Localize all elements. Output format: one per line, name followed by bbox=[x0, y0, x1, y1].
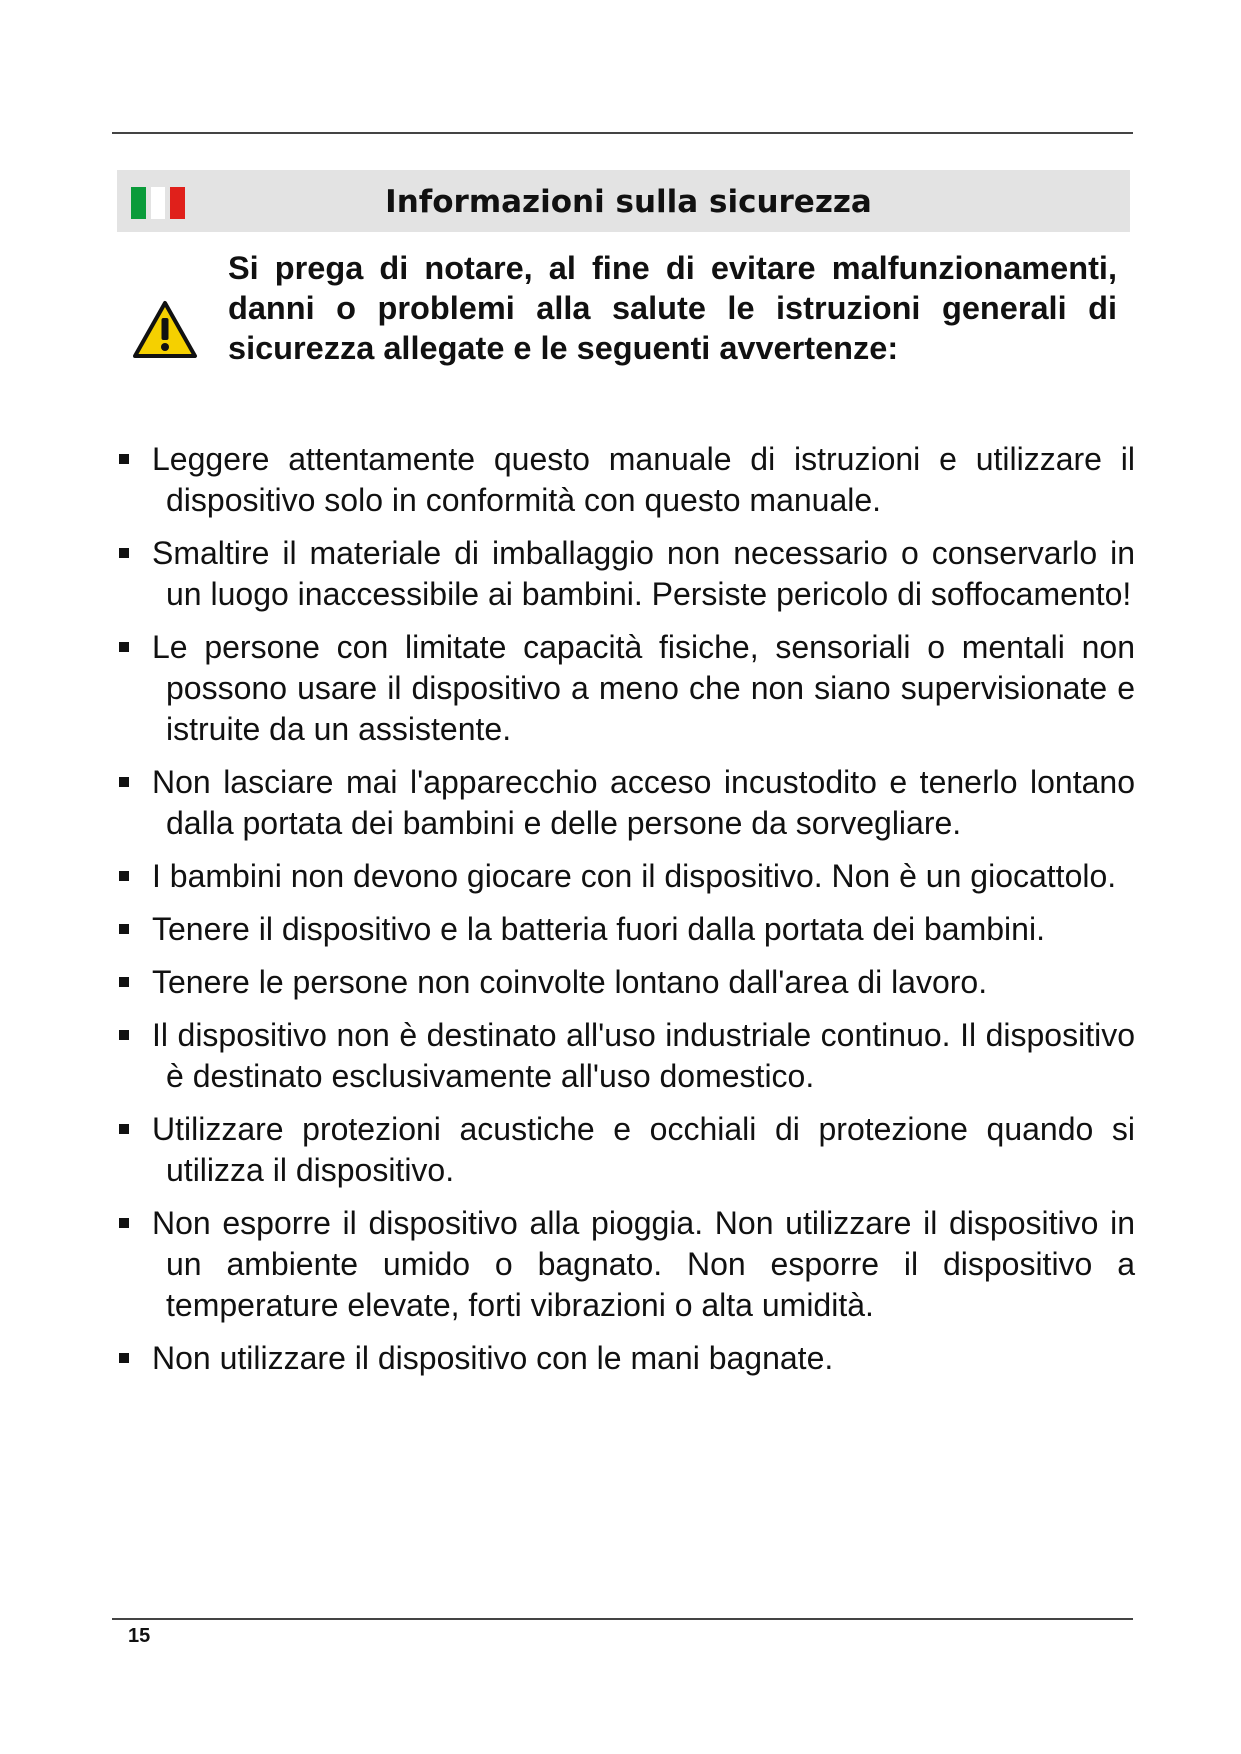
bullet-marker-icon bbox=[119, 1218, 129, 1228]
safety-list-item bbox=[117, 762, 1137, 844]
safety-list-item-text: Tenere il dispositivo e la batteria fuori dalla portata dei bambini. bbox=[152, 911, 1045, 947]
bullet-marker-icon bbox=[119, 454, 129, 464]
bullet-marker-icon bbox=[119, 924, 129, 934]
safety-list-item bbox=[117, 627, 1137, 750]
safety-list-item bbox=[117, 909, 1137, 950]
bullet-marker-icon bbox=[119, 871, 129, 881]
safety-list-item-text: Non esporre il dispositivo alla pioggia. Non utilizzare il dispositivo in un ambiente umido o bagnato. Non esporre il dispositivo a temperature elevate, forti vibrazioni o alta umidità. bbox=[152, 1205, 1135, 1323]
safety-list-item bbox=[117, 1109, 1137, 1191]
warning-triangle-icon bbox=[132, 300, 198, 360]
bullet-marker-icon bbox=[119, 777, 129, 787]
bullet-marker-icon bbox=[119, 548, 129, 558]
safety-list-item-text: Tenere le persone non coinvolte lontano dall'area di lavoro. bbox=[152, 964, 988, 1000]
safety-list-item bbox=[117, 962, 1137, 1003]
safety-list-item bbox=[117, 1015, 1137, 1097]
safety-list-item bbox=[117, 439, 1137, 521]
safety-list-item-text: Utilizzare protezioni acustiche e occhiali di protezione quando si utilizza il dispositivo. bbox=[152, 1111, 1135, 1188]
bullet-marker-icon bbox=[119, 977, 129, 987]
top-rule bbox=[112, 132, 1133, 134]
page-number: 15 bbox=[128, 1625, 151, 1647]
safety-list-item-text: Il dispositivo non è destinato all'uso industriale continuo. Il dispositivo è destinato esclusivamente all'uso domestico. bbox=[152, 1017, 1135, 1094]
safety-list-item-text: Smaltire il materiale di imballaggio non necessario o conservarlo in un luogo inaccessibile ai bambini. Persiste pericolo di soffocamento! bbox=[152, 535, 1135, 612]
safety-list-item bbox=[117, 533, 1137, 615]
safety-list-item-text: Leggere attentamente questo manuale di istruzioni e utilizzare il dispositivo solo in conformità con questo manuale. bbox=[152, 441, 1135, 518]
section-title: Informazioni sulla sicurezza bbox=[385, 184, 872, 220]
safety-list-item bbox=[117, 1338, 1137, 1379]
safety-list-item-text: Le persone con limitate capacità fisiche, sensoriali o mentali non possono usare il dispositivo a meno che non siano supervisionate e istruite da un assistente. bbox=[152, 629, 1135, 747]
safety-list-item-text: Non lasciare mai l'apparecchio acceso incustodito e tenerlo lontano dalla portata dei bambini e delle persone da sorvegliare. bbox=[152, 764, 1135, 841]
safety-list-item-text: I bambini non devono giocare con il dispositivo. Non è un giocattolo. bbox=[152, 858, 1117, 894]
bullet-marker-icon bbox=[119, 642, 129, 652]
bullet-marker-icon bbox=[119, 1124, 129, 1134]
safety-list-item bbox=[117, 1203, 1137, 1326]
safety-intro: Si prega di notare, al fine di evitare malfunzionamenti, danni o problemi alla salute le istruzioni generali di sicurezza allegate e le seguenti avvertenze: bbox=[228, 250, 1117, 366]
safety-list-item bbox=[117, 856, 1137, 897]
safety-list bbox=[117, 439, 1137, 1391]
bottom-rule bbox=[112, 1618, 1133, 1620]
safety-list-item-text: Non utilizzare il dispositivo con le mani bagnate. bbox=[152, 1340, 834, 1376]
bullet-marker-icon bbox=[119, 1353, 129, 1363]
bullet-marker-icon bbox=[119, 1030, 129, 1040]
section-header bbox=[117, 170, 1130, 232]
